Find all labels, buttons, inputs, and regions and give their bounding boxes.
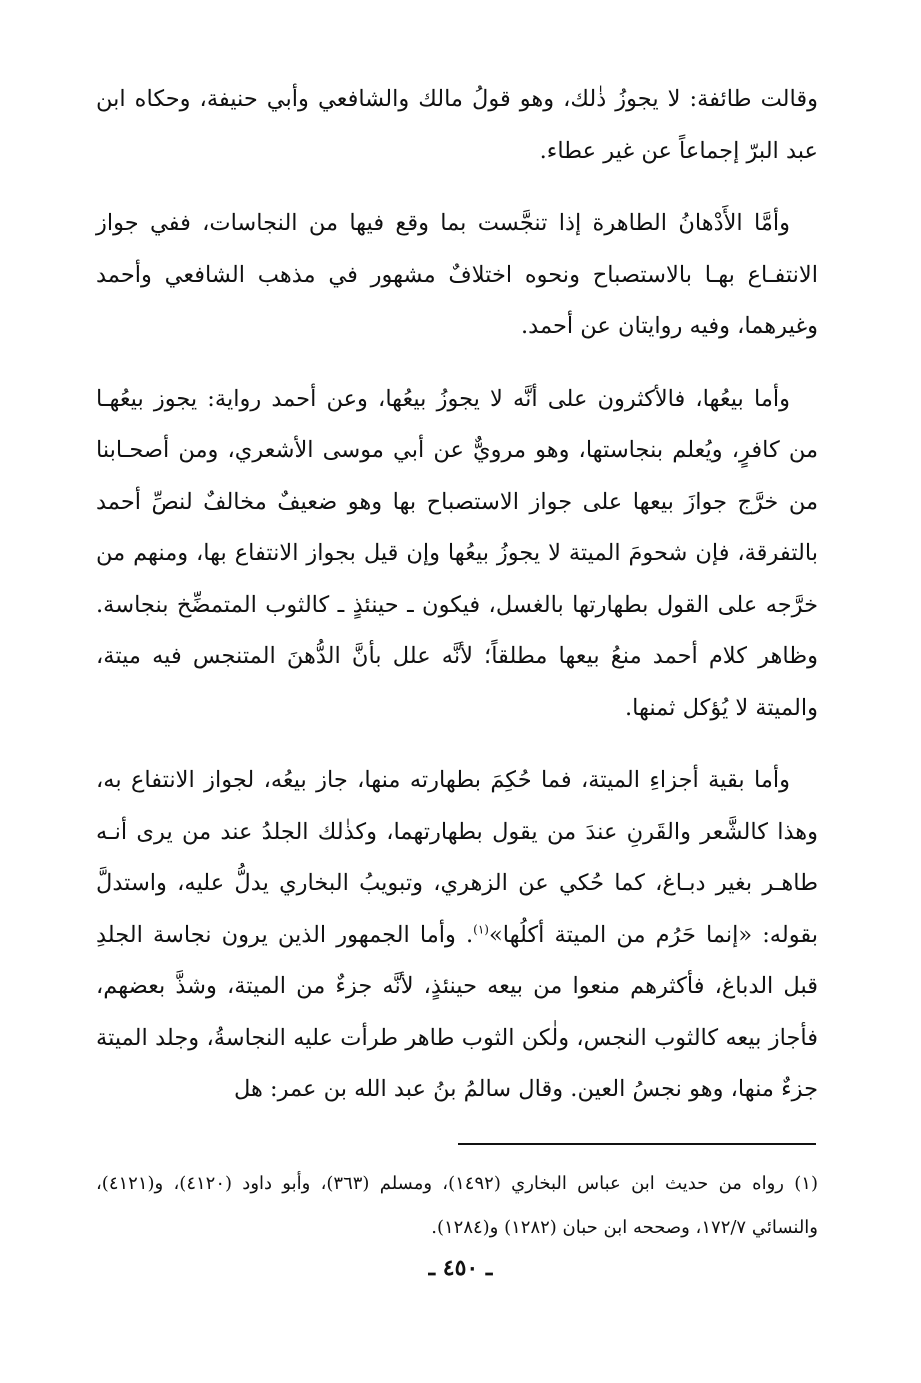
paragraph-1: وقالت طائفة: لا يجوزُ ذٰلك، وهو قولُ مالك والشافعي وأبي حنيفة، وحكاه ابن عبد البرّ إجماعاً عن غير عطاء. xyxy=(96,86,818,164)
footnote-reference: (١) xyxy=(473,922,489,936)
footnote-separator xyxy=(458,1143,816,1145)
paragraph-2: وأمَّا الأَدْهانُ الطاهرة إذا تنجَّست بما وقع فيها من النجاسات، ففي جواز الانتفـاع بهـا بالاستصباح ونحوه اختلافٌ مشهور في مذهب الشافعي وأحمد وغيرهما، وفيه روايتان عن أحمد. xyxy=(96,210,818,339)
paragraph-4 xyxy=(96,755,818,1116)
main-text xyxy=(96,74,818,1137)
footnote-1: (١) رواه من حديث ابن عباس البخاري (١٤٩٢)، ومسلم (٣٦٣)، وأبو داود (٤١٢٠)، و(٤١٢١)، والنسائي ١٧٢/٧، وصححه ابن حبان (١٢٨٢) و(١٢٨٤). xyxy=(96,1173,818,1238)
paragraph-4-text-before-note: وأما بقية أجزاءِ الميتة، فما حُكِمَ بطهارته منها، جاز بيعُه، لجواز الانتفاع به، وهذا كالشَّعر والقَرنِ عندَ من يقول بطهارتهما، وكذٰلك الجلدُ عند من يرى أنـه طاهـر بغير دبـاغ، كما حُكي عن الزهري، وتبويبُ البخاري يدلُّ عليه، واستدلَّ بقوله: «إنما حَرُم من الميتة أكلُها» xyxy=(96,767,818,948)
footnotes xyxy=(96,1162,818,1250)
page-number: ـ ٤٥٠ ـ xyxy=(428,1255,493,1281)
paragraph-3: وأما بيعُها، فالأكثرون على أنَّه لا يجوزُ بيعُها، وعن أحمد رواية: يجوز بيعُهـا من كافرٍ، ويُعلم بنجاستها، وهو مرويٌّ عن أبي موسى الأشعري، ومن أصحـابنا من خرَّج جوازَ بيعها على جواز الاستصباح بها وهو ضعيفٌ مخالفٌ لنصِّ أحمد بالتفرقة، فإن شحومَ الميتة لا يجوزُ بيعُها وإن قيل بجواز الانتفاع بها، ومنهم من خرَّجه على القول بطهارتها بالغسل، فيكون ـ حينئذٍ ـ كالثوب المتمضِّخ بنجاسة. وظاهر كلام أحمد منعُ بيعها مطلقاً؛ لأنَّه علل بأنَّ الدُّهنَ المتنجس فيه ميتة، والميتة لا يُؤكل ثمنها. xyxy=(96,385,818,721)
paragraph-4-text-after-note: . وأما الجمهور الذين يرون نجاسة الجلدِ قبل الدباغ، فأكثرهم منعوا من بيعه حينئذٍ، لأنَّه جزءٌ من الميتة، وشذَّ بعضهم، فأجاز بيعه كالثوب النجس، ولٰكن الثوب طاهر طرأت عليه النجاسةُ، وجلد الميتة جزءٌ منها، وهو نجسُ العين. وقال سالمُ بنُ عبد الله بن عمر: هل xyxy=(96,921,818,1102)
